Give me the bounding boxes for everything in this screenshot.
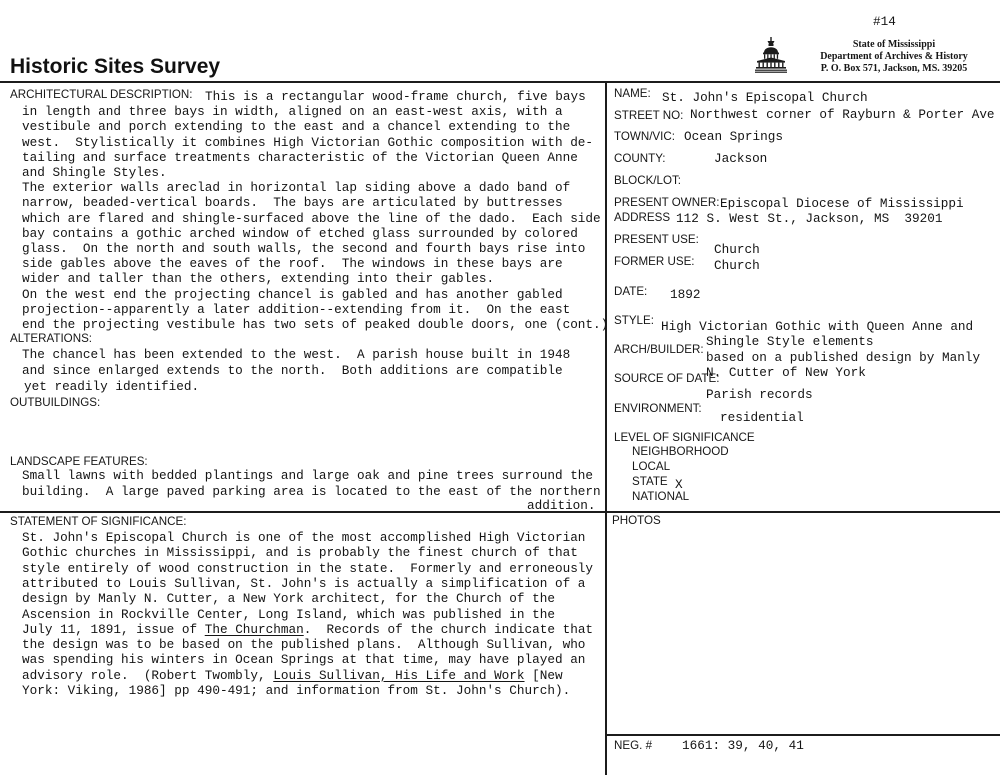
- environment-label: ENVIRONMENT:: [614, 401, 702, 415]
- significance-text: advisory role. (Robert Twombly,: [22, 667, 274, 683]
- statement-of-significance-label: STATEMENT OF SIGNIFICANCE:: [10, 514, 187, 528]
- significance-line: [22, 622, 593, 637]
- significance-line: [22, 668, 563, 683]
- form-title: Historic Sites Survey: [10, 55, 221, 78]
- address-value: 112 S. West St., Jackson, MS 39201: [676, 210, 943, 226]
- description-line: and Shingle Styles.: [22, 165, 167, 180]
- street-no-label: STREET NO:: [614, 108, 684, 122]
- description-line: which are flared and shingle-surfaced above the line of the dado. Each side: [22, 210, 601, 226]
- alterations-label: ALTERATIONS:: [10, 331, 93, 345]
- source-of-date-value: Parish records: [706, 386, 813, 402]
- name-value: St. John's Episcopal Church: [662, 89, 868, 105]
- significance-line: was spending his winters in Ocean Springs at that time, may have played an: [22, 652, 586, 668]
- agency-department: Department of Archives & History: [820, 51, 968, 62]
- significance-option-neighborhood: NEIGHBORHOOD: [632, 444, 729, 458]
- description-line: The exterior walls areclad in horizontal lap siding above a dado band of: [22, 180, 571, 196]
- present-use-value: Church: [714, 241, 760, 257]
- description-line: tailing and surface treatments characteristic of the Victorian Queen Anne: [22, 149, 578, 165]
- description-line: This is a rectangular wood-frame church, five bays: [205, 89, 586, 104]
- date-label: DATE:: [614, 284, 648, 298]
- description-line: bay contains a gothic arched window of etched glass surrounded by colored: [22, 225, 578, 241]
- significance-option-national: NATIONAL: [632, 489, 690, 503]
- arch-builder-value: N. Cutter of New York: [706, 364, 866, 380]
- source-of-date-label: SOURCE OF DATE:: [614, 371, 720, 385]
- address-label: ADDRESS: [614, 210, 671, 224]
- description-line: end the projecting vestibule has two sets of peaked double doors, one (cont.): [22, 317, 609, 332]
- header-rule: [0, 81, 1000, 83]
- description-line: glass. On the north and south walls, the second and fourth bays rise into: [22, 241, 586, 256]
- negative-number-label: NEG. #: [614, 738, 653, 752]
- column-divider: [605, 82, 607, 775]
- block-lot-label: BLOCK/LOT:: [614, 173, 682, 187]
- publication-title: The Churchman: [204, 621, 304, 637]
- style-value: Shingle Style elements: [706, 333, 874, 349]
- significance-line: Gothic churches in Mississippi, and is probably the finest church of that: [22, 545, 578, 561]
- former-use-value: Church: [714, 257, 760, 273]
- description-line: narrow, beaded-vertical boards. The bays are articulated by buttresses: [22, 195, 563, 211]
- description-line: in length and three bays in width, aligned on an east-west axis, with a: [22, 104, 563, 120]
- style-value: High Victorian Gothic with Queen Anne and: [661, 318, 974, 334]
- significance-line: Ascension in Rockville Center, Long Island, which was published in the: [22, 606, 555, 622]
- present-owner-value: Episcopal Diocese of Mississippi: [720, 195, 964, 211]
- town-vic-value: Ocean Springs: [684, 128, 783, 144]
- capitol-building-icon: [755, 37, 787, 73]
- negative-number-value: 1661: 39, 40, 41: [682, 737, 804, 753]
- description-line: On the west end the projecting chancel is gabled and has another gabled: [22, 286, 563, 302]
- description-line: vestibule and porch extending to the east and a chancel extending to the: [22, 119, 571, 135]
- alterations-line: The chancel has been extended to the west. A parish house built in 1948: [22, 347, 571, 362]
- significance-line: design by Manly N. Cutter, a New York architect, for the Church of the: [22, 591, 555, 607]
- alterations-line: yet readily identified.: [24, 379, 200, 394]
- significance-line: attributed to Louis Sullivan, St. John's is actually a simplification of a: [22, 575, 586, 591]
- significance-text: . Records of the church indicate that: [303, 621, 594, 637]
- county-value: Jackson: [714, 150, 768, 166]
- photos-label: PHOTOS: [612, 513, 661, 527]
- architectural-description-label: ARCHITECTURAL DESCRIPTION:: [10, 88, 193, 101]
- significance-line: St. John's Episcopal Church is one of the most accomplished High Victorian: [22, 530, 586, 545]
- book-title: Louis Sullivan, His Life and Work: [273, 667, 525, 683]
- description-line: side gables above the eaves of the roof. The windows in these bays are: [22, 256, 563, 272]
- agency-block: [806, 39, 982, 75]
- outbuildings-label: OUTBUILDINGS:: [10, 395, 101, 409]
- present-use-label: PRESENT USE:: [614, 232, 699, 246]
- arch-builder-value: based on a published design by Manly: [706, 349, 981, 365]
- landscape-line: addition.: [527, 498, 596, 513]
- county-label: COUNTY:: [614, 151, 666, 165]
- level-of-significance-label: LEVEL OF SIGNIFICANCE: [614, 430, 755, 444]
- agency-state: State of Mississippi: [852, 39, 936, 50]
- significance-line: the design was to be based on the published plans. Although Sullivan, who: [22, 637, 586, 653]
- significance-line: York: Viking, 1986] pp 490-491; and information from St. John's Church).: [22, 683, 571, 698]
- environment-value: residential: [720, 409, 804, 425]
- former-use-label: FORMER USE:: [614, 254, 695, 268]
- description-line: wider and taller than the others, extending into their gables.: [22, 271, 495, 287]
- present-owner-label: PRESENT OWNER:: [614, 195, 720, 209]
- section-rule: [0, 511, 1000, 513]
- significance-line: style entirely of wood construction in the state. Formerly and erroneously: [22, 560, 594, 576]
- name-label: NAME:: [614, 86, 651, 100]
- negative-rule: [606, 734, 1000, 736]
- significance-text: [New: [524, 667, 563, 683]
- date-value: 1892: [670, 286, 701, 302]
- landscape-line: building. A large paved parking area is located to the east of the northern: [22, 484, 601, 499]
- alterations-line: and since enlarged extends to the north. Both additions are compatible: [22, 363, 563, 378]
- significance-option-state: STATE: [632, 474, 668, 488]
- town-vic-label: TOWN/VIC:: [614, 129, 675, 143]
- significance-option-local: LOCAL: [632, 459, 671, 473]
- style-label: STYLE:: [614, 313, 654, 327]
- significance-text: July 11, 1891, issue of: [22, 621, 205, 637]
- description-line: west. Stylistically it combines High Victorian Gothic composition with de-: [22, 134, 594, 150]
- state-check-mark: X: [675, 476, 683, 492]
- description-line: projection--apparently a later addition--extending from it. On the east: [22, 301, 571, 317]
- landscape-features-label: LANDSCAPE FEATURES:: [10, 454, 148, 468]
- agency-address: P. O. Box 571, Jackson, MS. 39205: [820, 63, 968, 74]
- street-no-value: Northwest corner of Rayburn & Porter Ave: [690, 106, 995, 122]
- arch-builder-label: ARCH/BUILDER:: [614, 342, 704, 356]
- page-number: #14: [873, 14, 896, 29]
- landscape-line: Small lawns with bedded plantings and large oak and pine trees surround the: [22, 468, 594, 483]
